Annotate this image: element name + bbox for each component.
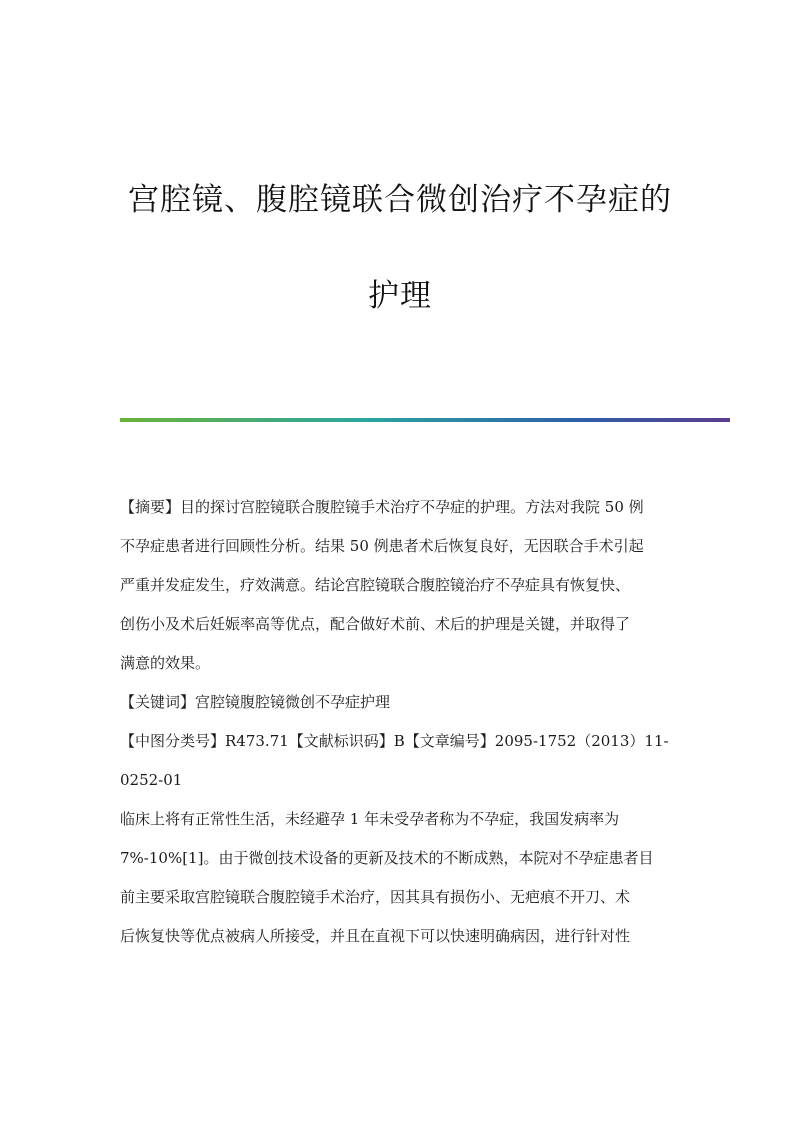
title-line-1: 宫腔镜、腹腔镜联合微创治疗不孕症的: [128, 182, 672, 218]
classification-line: 【中图分类号】R473.71【文献标识码】B【文章编号】2095-1752（2013）11-: [120, 732, 669, 750]
classification-line: 0252-01: [120, 771, 183, 789]
intro-line: 7%-10%[1]。由于微创技术设备的更新及技术的不断成熟，本院对不孕症患者目: [120, 849, 654, 867]
abstract-line: 满意的效果。: [120, 654, 211, 672]
abstract-line: 【摘要】目的探讨宫腔镜联合腹腔镜手术治疗不孕症的护理。方法对我院 50 例: [120, 498, 644, 516]
intro-paragraph: [120, 800, 680, 956]
abstract-paragraph: [120, 488, 680, 683]
intro-line: 临床上将有正常性生活，未经避孕 1 年未受孕者称为不孕症，我国发病率为: [120, 810, 620, 828]
paper-title: [60, 182, 740, 314]
abstract-line: 创伤小及术后妊娠率高等优点，配合做好术前、术后的护理是关键，并取得了: [120, 615, 631, 633]
intro-line: 前主要采取宫腔镜联合腹腔镜手术治疗，因其具有损伤小、无疤痕不开刀、术: [120, 888, 631, 906]
abstract-line: 不孕症患者进行回顾性分析。结果 50 例患者术后恢复良好，无因联合手术引起: [120, 537, 644, 555]
intro-line: 后恢复快等优点被病人所接受，并且在直视下可以快速明确病因，进行针对性: [120, 927, 631, 945]
classification-paragraph: [120, 722, 680, 800]
paper-body: [120, 488, 680, 956]
keywords-line: 【关键词】宫腔镜腹腔镜微创不孕症护理: [120, 693, 391, 711]
title-line-2: 护理: [368, 278, 432, 314]
title-divider: [120, 418, 730, 422]
abstract-line: 严重并发症发生，疗效满意。结论宫腔镜联合腹腔镜治疗不孕症具有恢复快、: [120, 576, 631, 594]
keywords-paragraph: [120, 683, 680, 722]
